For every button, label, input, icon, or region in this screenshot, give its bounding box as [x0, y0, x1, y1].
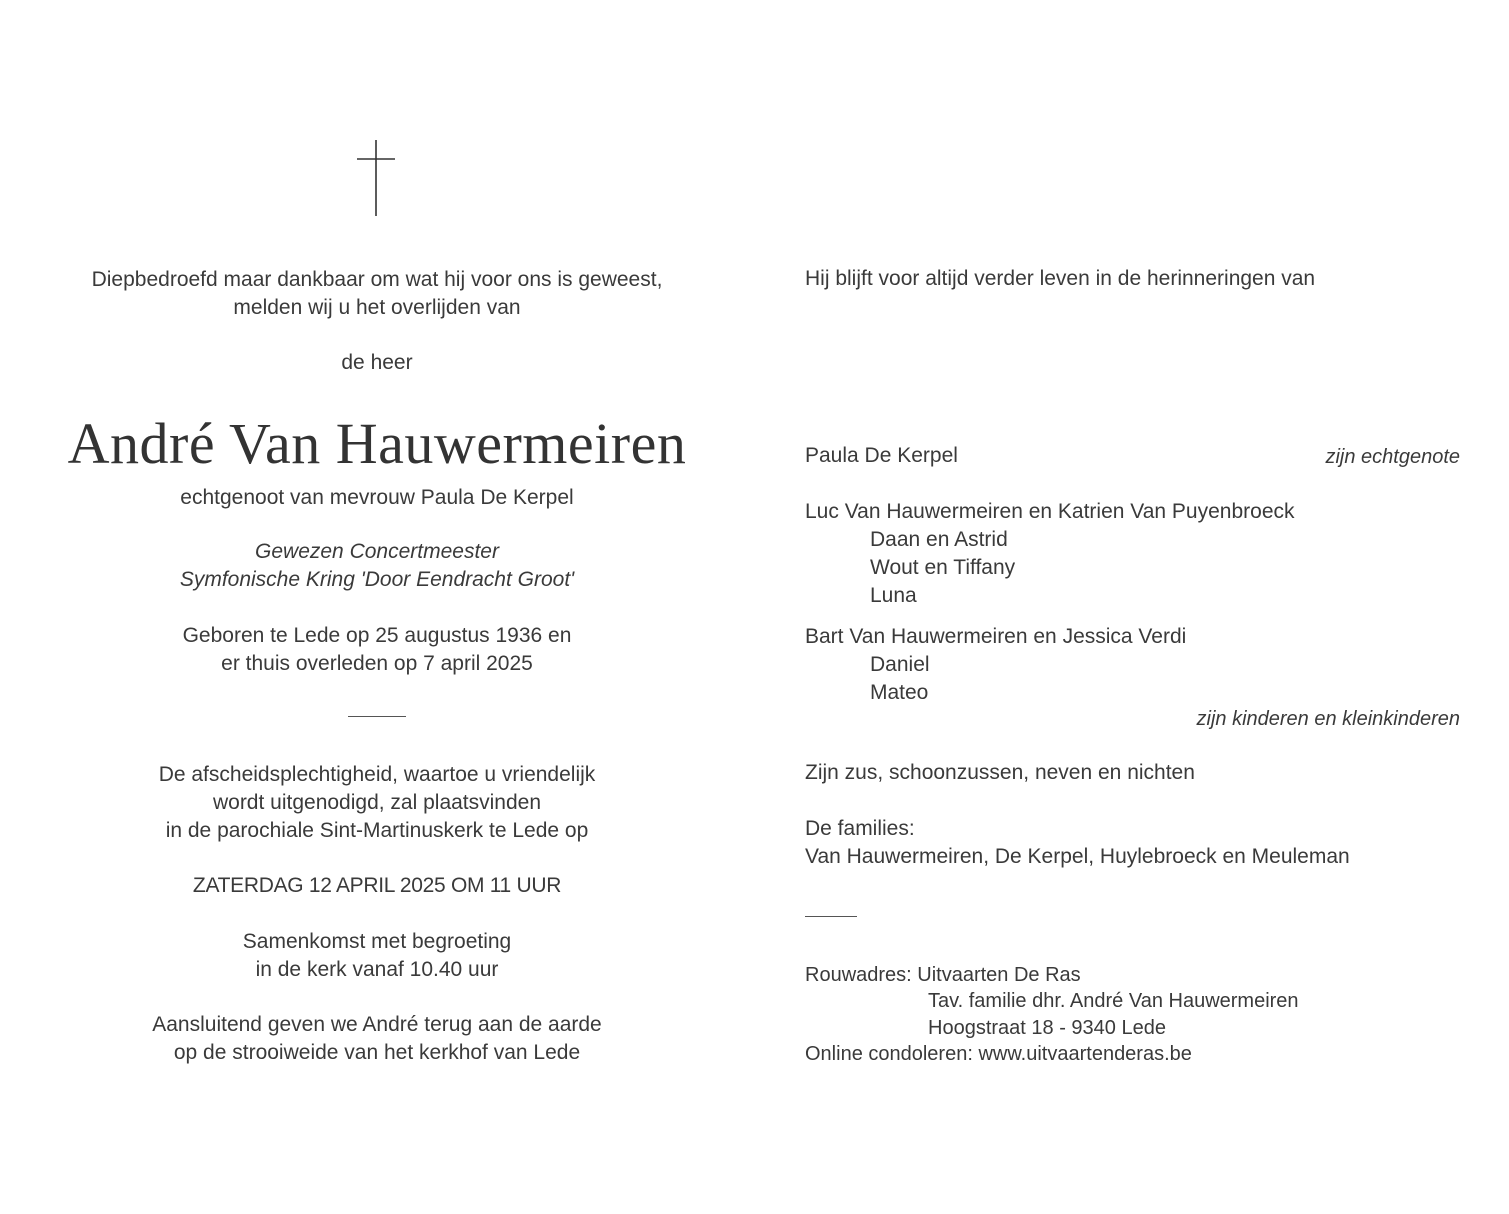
families-list: Van Hauwermeiren, De Kerpel, Huylebroeck en Meuleman	[805, 845, 1350, 868]
children-relation: zijn kinderen en kleinkinderen	[1196, 708, 1460, 730]
spouse-line: echtgenoot van mevrouw Paula De Kerpel	[180, 486, 574, 509]
address-line-1: Tav. familie dhr. André Van Hauwermeiren	[928, 990, 1299, 1012]
intro-line-1: Diepbedroefd maar dankbaar om wat hij voor ons is geweest,	[91, 268, 663, 291]
burial-line-1: Aansluitend geven we André terug aan de aarde	[152, 1013, 602, 1036]
address-label: Rouwadres: Uitvaarten De Ras	[805, 964, 1081, 986]
online-condolence: Online condoleren: www.uitvaartenderas.be	[805, 1043, 1192, 1065]
grandchild: Luna	[870, 584, 917, 607]
remembrance-intro: Hij blijft voor altijd verder leven in de herinneringen van	[805, 267, 1316, 290]
siblings-line: Zijn zus, schoonzussen, neven en nichten	[805, 761, 1195, 784]
honorific: de heer	[341, 351, 413, 374]
child-2: Bart Van Hauwermeiren en Jessica Verdi	[805, 625, 1187, 648]
families-label: De families:	[805, 817, 915, 840]
divider-right	[805, 916, 857, 917]
grandchild: Daniel	[870, 653, 930, 676]
spouse-relation: zijn echtgenote	[1325, 446, 1460, 468]
birth-line: Geboren te Lede op 25 augustus 1936 en	[182, 624, 572, 647]
deceased-name: André Van Hauwermeiren	[67, 411, 687, 476]
gathering-line-2: in de kerk vanaf 10.40 uur	[255, 958, 499, 981]
grandchild: Mateo	[870, 681, 929, 704]
ceremony-date: ZATERDAG 12 APRIL 2025 OM 11 UUR	[192, 874, 562, 897]
address-line-2: Hoogstraat 18 - 9340 Lede	[928, 1017, 1166, 1039]
spouse-name: Paula De Kerpel	[805, 444, 958, 467]
gathering-line-1: Samenkomst met begroeting	[242, 930, 512, 953]
role-line-2: Symfonische Kring 'Door Eendracht Groot'	[179, 568, 575, 591]
burial-line-2: op de strooiweide van het kerkhof van Lede	[173, 1041, 581, 1064]
grandchild: Wout en Tiffany	[870, 556, 1016, 579]
ceremony-line-2: wordt uitgenodigd, zal plaatsvinden	[212, 791, 542, 814]
latin-cross-icon	[355, 138, 397, 218]
role-line-1: Gewezen Concertmeester	[255, 540, 499, 563]
intro-line-2: melden wij u het overlijden van	[233, 296, 521, 319]
death-line: er thuis overleden op 7 april 2025	[221, 652, 533, 675]
grandchild: Daan en Astrid	[870, 528, 1008, 551]
child-1: Luc Van Hauwermeiren en Katrien Van Puyenbroeck	[805, 500, 1295, 523]
ceremony-line-1: De afscheidsplechtigheid, waartoe u vriendelijk	[158, 763, 596, 786]
ceremony-line-3: in de parochiale Sint-Martinuskerk te Lede op	[165, 819, 589, 842]
divider-left	[348, 716, 406, 717]
